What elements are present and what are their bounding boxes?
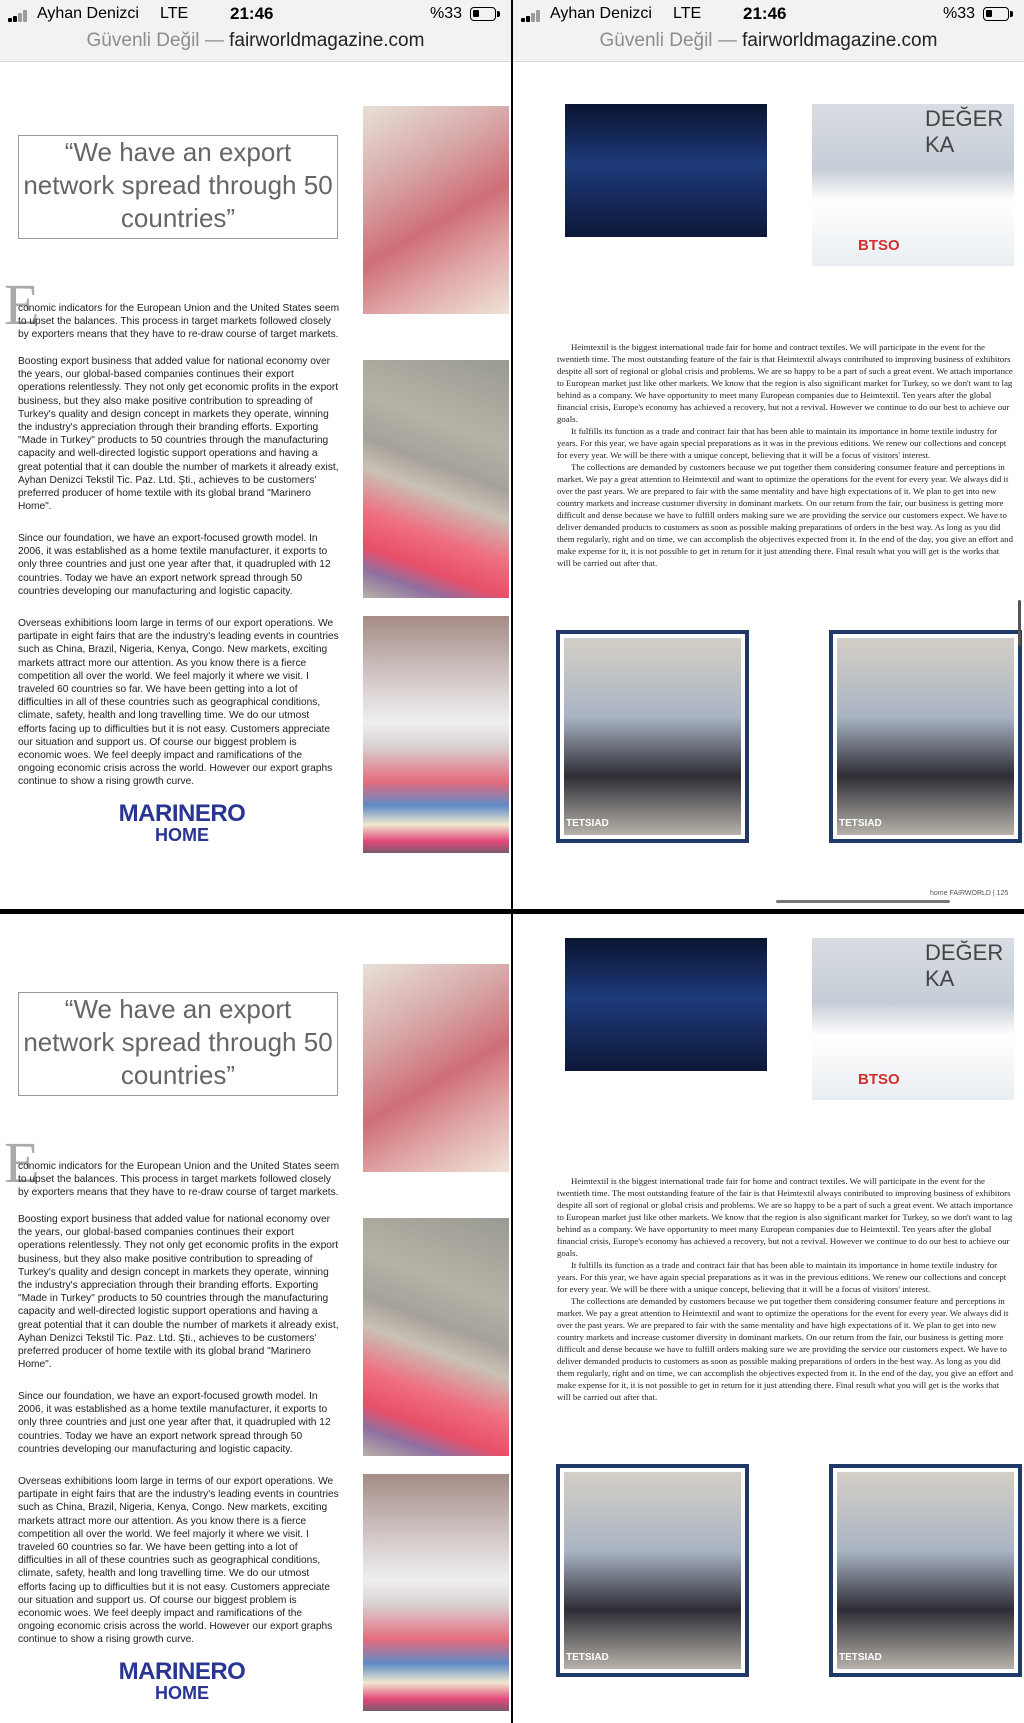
signal-icon (521, 10, 543, 22)
panel-bottom-right (513, 914, 1024, 1723)
marinero-logo: MARINERO HOME (118, 800, 246, 845)
article-paragraph: Heimtextil is the biggest international trade fair for home and contract textiles. We will participate in the event for the twentieth time. The most outstanding feature of the fair is that Heimtextil always contributed to improving business of exhibitors despite all sort of regional or global crisis and problems. We are so happy to be a part of such a great event. We attach importance to European market just like other markets. We know that the region is also significant market for Turkey, so we don't want to lag behind as a company. We have opportunity to meet many European companies due to Heimtextil. Ten years after the global financial crisis, Europe's economy has achieved a recovery, but not a revival. However we continue to do our best to achieve our goals. (557, 342, 1013, 424)
url-separator: — (204, 30, 224, 51)
status-bar (513, 0, 1024, 28)
battery-percent: %33 (430, 5, 463, 22)
tetsiad-photo (556, 630, 749, 843)
btso-logo-text: BTSO (858, 1071, 900, 1088)
tetsiad-photo (829, 1464, 1022, 1677)
insecure-label: Güvenli Değil (86, 30, 200, 51)
carrier-name: Ayhan Denizci (37, 5, 139, 22)
signal-icon (8, 10, 30, 22)
clock: 21:46 (743, 4, 787, 23)
article-paragraph: The collections are demanded by customers because we put together them considering consumer feature and perceptions in market. We pay a great attention to Heimtextil and want to optimize the operations for the event for every year. We always did it over the past years. We are prepared to fair with the same mentality and have high expectations of it. We plan to get into new country markets and increase customer diversity in dominant markets. On our return from the fair, our business is getting more difficult and dense because we have to fulfill orders making sure we are providing the service our customers expect. We have to deliver demanded products to customers as soon as possible making preparations of orders in the best way. As long as you did them regularly, right and on time, we can accomplish the objectives expected from it. In the end of the day, you give an effort and make expense for it, it is not possible to get in return for it just attending there. Final result what you will get is the works that will be carried out after that. (557, 462, 1013, 568)
drop-cap: E (4, 272, 40, 337)
tetsiad-label: TETSIAD (566, 1652, 609, 1663)
home-indicator[interactable] (776, 900, 950, 903)
clock: 21:46 (230, 4, 274, 23)
network-type: LTE (160, 5, 189, 22)
btso-logo-text: BTSO (858, 237, 900, 254)
fabric-photo (363, 616, 509, 853)
panel-top-left (0, 0, 511, 909)
carrier-name: Ayhan Denizci (550, 5, 652, 22)
network-type: LTE (673, 5, 702, 22)
tetsiad-photo (556, 1464, 749, 1677)
battery-icon (470, 7, 496, 21)
pull-quote: “We have an export network spread through 50 countries” (18, 992, 338, 1096)
article-paragraph: Overseas exhibitions loom large in terms of our export operations. We partipate in eight fairs that are the industry's leading events in countries such as China, Brazil, Nigeria, Kenya, Congo. New markets, exciting markets attract more our attention. As you know there is a fierce competition all over the world. We feel majorly it where we visit. I traveled 60 countries so far. We have been getting into a lot of difficulties in all of these countries such as geographical conditions, climate, safety, health and long travelling time. We do our utmost efforts facing up to difficulties but it is not easy. Customers appreciate our situation and support us. Of course our biggest problem is economic woes. We feel deeply impact and ramifications of the ongoing economic crisis across the world. However our export graphs continue to show a rising growth curve. (18, 618, 339, 788)
article-paragraph: Heimtextil is the biggest international trade fair for home and contract textiles. We will participate in the event for the twentieth time. The most outstanding feature of the fair is that Heimtextil always contributed to improving business of exhibitors despite all sort of regional or global crisis and problems. We are so happy to be a part of such a great event. We attach importance to European market just like other markets. We know that the region is also significant market for Turkey, so we don't want to lag behind as a company. We have opportunity to meet many European companies due to Heimtextil. Ten years after the global financial crisis, Europe's economy has achieved a recovery, but not a revival. However we continue to do our best to achieve our goals. (557, 1176, 1013, 1258)
page-footer: home FAIRWORLD | 125 (930, 890, 1009, 897)
panel-bottom-left (0, 914, 511, 1723)
article-paragraph: The collections are demanded by customers because we put together them considering consumer feature and perceptions in market. We pay a great attention to Heimtextil and want to optimize the operations for the event for every year. We always did it over the past years. We are prepared to fair with the same mentality and have high expectations of it. We plan to get into new country markets and increase customer diversity in dominant markets. On our return from the fair, our business is getting more difficult and dense because we have to fulfill orders making sure we are providing the service our customers expect. We have to deliver demanded products to customers as soon as possible making preparations of orders in the best way. As long as you did them regularly, right and on time, we can accomplish the objectives expected from it. In the end of the day, you give an effort and make expense for it, it is not possible to get in return for it just attending there. Final result what you will get is the works that will be carried out after that. (557, 1296, 1013, 1402)
article-paragraph: Overseas exhibitions loom large in terms of our export operations. We partipate in eight fairs that are the industry's leading events in countries such as China, Brazil, Nigeria, Kenya, Congo. New markets, exciting markets attract more our attention. As you know there is a fierce competition all over the world. We feel majorly it where we visit. I traveled 60 countries so far. We have been getting into a lot of difficulties in all of these countries such as geographical conditions, climate, safety, health and long travelling time. We do our utmost efforts facing up to difficulties but it is not easy. Customers appreciate our situation and support us. Of course our biggest problem is economic woes. We feel deeply impact and ramifications of the ongoing economic crisis across the world. However our export graphs continue to show a rising growth curve. (18, 1476, 339, 1646)
award-ceremony-photo (565, 938, 767, 1071)
article-paragraph: Boosting export business that added value for national economy over the years, our global-based companies continues their export operations relentlessly. They not only get economic profits in the export business, but they also make positive contribution to spreading of Turkey's quality and design concept in markets they operate, winning the industry's appreciation through their branding efforts. Exporting "Made in Turkey" products to 50 countries through the manufacturing capacity and well-directed logistic support operations and having a great potential that it can double the number of markets it already exist, Ayhan Denizci Tekstil Tic. Paz. Ltd. Şti., achieves to be customers' preferred producer of home textile with its global brand "Marinero Home". (18, 356, 339, 513)
tetsiad-label: TETSIAD (566, 818, 609, 829)
tetsiad-label: TETSIAD (839, 818, 882, 829)
drop-cap: E (4, 1130, 40, 1195)
article-paragraph: conomic indicators for the European Union and the United States seem to upset the balances. This process in target markets followed closely by exporters means that they have to re-draw course of target markets. (18, 1161, 340, 1199)
url-domain: fairworldmagazine.com (229, 30, 425, 51)
battery-icon (983, 7, 1009, 21)
article-paragraph: It fulfills its function as a trade and contract fair that has been able to maintain its importance in home textile industry for years. For this year, we have again special preparations as it was in the previous editions. We renew our collections and concept for every year. We will be there with a unique concept, believing that it will be a focus of visitors' interest. (557, 426, 1007, 460)
fabric-photo (363, 1218, 509, 1456)
article-paragraph: Boosting export business that added value for national economy over the years, our global-based companies continues their export operations relentlessly. They not only get economic profits in the export business, but they also make positive contribution to spreading of Turkey's quality and design concept in markets they operate, winning the industry's appreciation through their branding efforts. Exporting "Made in Turkey" products to 50 countries through the manufacturing capacity and well-directed logistic support operations and having a great potential that it can double the number of markets it already exist, Ayhan Denizci Tekstil Tic. Paz. Ltd. Şti., achieves to be customers' preferred producer of home textile with its global brand "Marinero Home". (18, 1214, 339, 1371)
insecure-label: Güvenli Değil (599, 30, 713, 51)
url-domain: fairworldmagazine.com (742, 30, 938, 51)
banner-text: DEĞER KA (925, 940, 1004, 991)
award-ceremony-photo (565, 104, 767, 237)
battery-percent: %33 (943, 5, 976, 22)
url-separator: — (717, 30, 737, 51)
tetsiad-photo (829, 630, 1022, 843)
url-bar[interactable] (513, 28, 1024, 62)
article-paragraph: Since our foundation, we have an export-focused growth model. In 2006, it was established as a home textile manufacturer, it exports to only three countries and just one year after that, it quadrupled with 12 countries. Today we have an export network spread through 50 countries developing our manufacturing and logistic capacity. (18, 1391, 331, 1455)
scrollbar[interactable] (1018, 600, 1021, 646)
marinero-logo: MARINERO HOME (118, 1658, 246, 1703)
fabric-photo (363, 1474, 509, 1711)
article-paragraph: It fulfills its function as a trade and contract fair that has been able to maintain its importance in home textile industry for years. For this year, we have again special preparations as it was in the previous editions. We renew our collections and concept for every year. We will be there with a unique concept, believing that it will be a focus of visitors' interest. (557, 1260, 1007, 1294)
pull-quote: “We have an export network spread through 50 countries” (18, 135, 338, 239)
tetsiad-label: TETSIAD (839, 1652, 882, 1663)
article-paragraph: Since our foundation, we have an export-focused growth model. In 2006, it was established as a home textile manufacturer, it exports to only three countries and just one year after that, it quadrupled with 12 countries. Today we have an export network spread through 50 countries developing our manufacturing and logistic capacity. (18, 533, 331, 597)
panel-divider (0, 909, 1024, 914)
banner-text: DEĞER KA (925, 106, 1004, 157)
panel-divider (511, 0, 513, 1723)
fabric-photo (363, 964, 509, 1172)
fabric-photo (363, 360, 509, 598)
fabric-photo (363, 106, 509, 314)
url-bar[interactable] (0, 28, 511, 62)
status-bar (0, 0, 511, 28)
article-paragraph: conomic indicators for the European Union and the United States seem to upset the balances. This process in target markets followed closely by exporters means that they have to re-draw course of target markets. (18, 303, 340, 341)
